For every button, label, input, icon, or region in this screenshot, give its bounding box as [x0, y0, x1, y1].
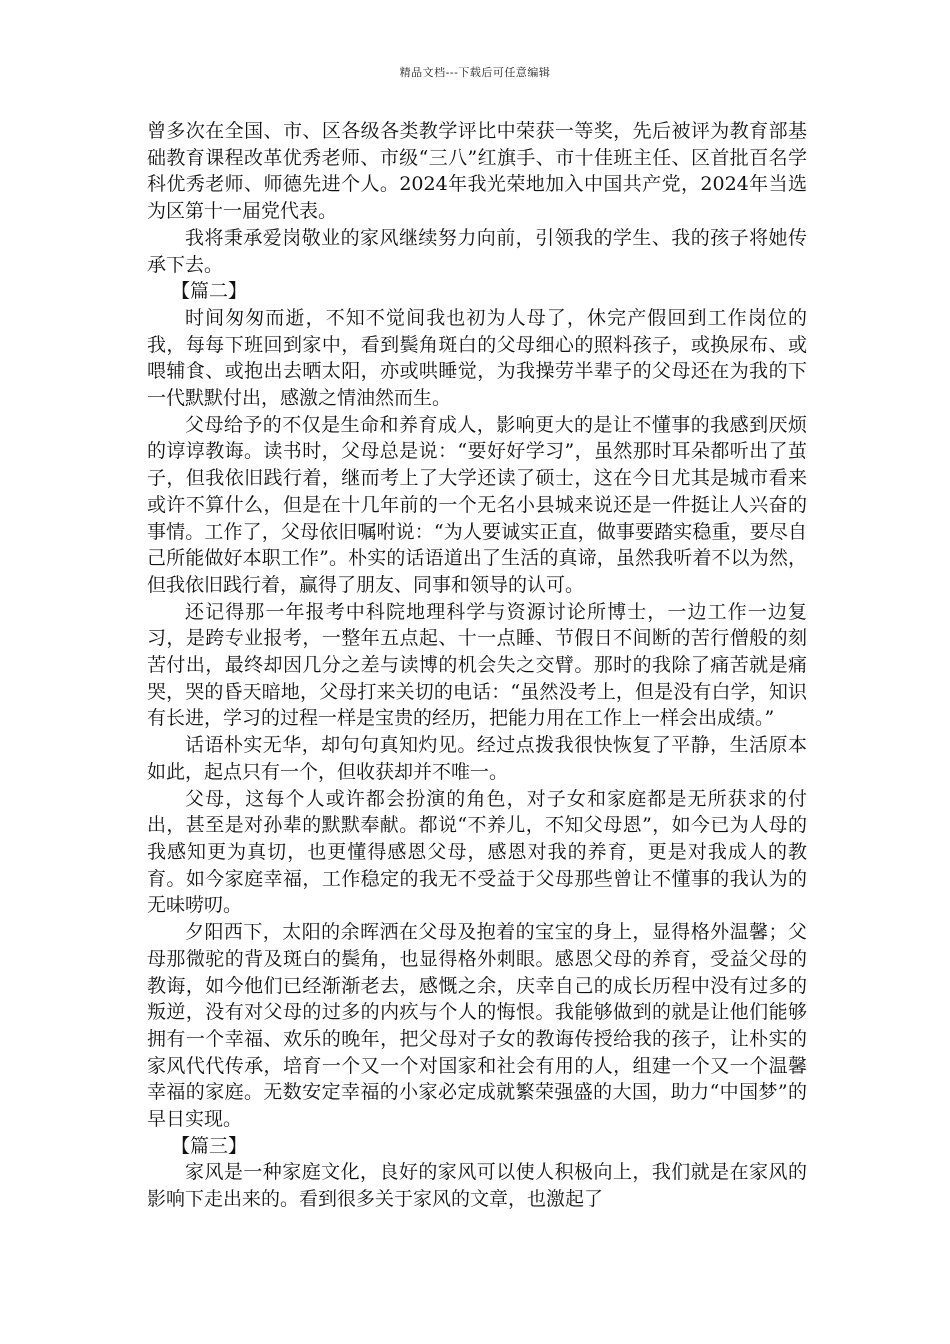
document-body — [147, 118, 807, 1213]
page-header-note: 精品文档---下载后可任意编辑 — [399, 66, 551, 79]
body-paragraph: 曾多次在全国、市、区各级各类教学评比中荣获一等奖，先后被评为教育部基础教育课程改革优秀老师、市级“三八”红旗手、市十佳班主任、区首批百名学科优秀老师、师德先进个人。2024年我光荣地加入中国共产党，2024年当选为区第十一届党代表。 — [147, 120, 807, 223]
section-heading: 【篇二】 — [171, 280, 248, 303]
section-heading: 【篇三】 — [171, 1134, 248, 1157]
body-paragraph: 家风是一种家庭文化，良好的家风可以使人积极向上，我们就是在家风的影响下走出来的。看到很多关于家风的文章，也激起了 — [147, 1161, 807, 1211]
body-paragraph: 我将秉承爱岗敬业的家风继续努力向前，引领我的学生、我的孩子将她传承下去。 — [147, 226, 807, 276]
body-paragraph: 父母给予的不仅是生命和养育成人，影响更大的是让不懂事的我感到厌烦的谆谆教诲。读书时，父母总是说：“要好好学习”，虽然那时耳朵都听出了茧子，但我依旧践行着，继而考上了大学还读了硕士，这在今日尤其是城市看来或许不算什么，但是在十几年前的一个无名小县城来说还是一件挺让人兴奋的事情。工作了，父母依旧嘱咐说：“为人要诚实正直，做事要踏实稳重，要尽自己所能做好本职工作”。朴实的话语道出了生活的真谛，虽然我听着不以为然，但我依旧践行着，赢得了朋友、同事和领导的认可。 — [147, 413, 807, 596]
body-paragraph: 夕阳西下，太阳的余晖洒在父母及抱着的宝宝的身上，显得格外温馨；父母那微驼的背及斑白的鬓角，也显得格外刺眼。感恩父母的养育，受益父母的教诲，如今他们已经渐渐老去，感慨之余，庆幸自己的成长历程中没有过多的叛逆，没有对父母的过多的内疚与个人的悔恨。我能够做到的就是让他们能够拥有一个幸福、欢乐的晚年，把父母对子女的教诲传授给我的孩子，让朴实的家风代代传承，培育一个又一个对国家和社会有用的人，组建一个又一个温馨幸福的家庭。无数安定幸福的小家必定成就繁荣强盛的大国，助力“中国梦”的早日实现。 — [147, 921, 807, 1131]
body-paragraph: 父母，这每个人或许都会扮演的角色，对子女和家庭都是无所获求的付出，甚至是对孙辈的默默奉献。都说“不养儿，不知父母恩”，如今已为人母的我感知更为真切，也更懂得感恩父母，感恩对我的养育，更是对我成人的教育。如今家庭幸福，工作稳定的我无不受益于父母那些曾让不懂事的我认为的无味唠叨。 — [147, 787, 807, 917]
body-paragraph: 时间匆匆而逝，不知不觉间我也初为人母了，休完产假回到工作岗位的我，每每下班回到家中，看到鬓角斑白的父母细心的照料孩子，或换尿布、或喂辅食、或抱出去晒太阳，亦或哄睡觉，为我操劳半辈子的父母还在为我的下一代默默付出，感激之情油然而生。 — [147, 306, 807, 410]
body-paragraph: 还记得那一年报考中科院地理科学与资源讨论所博士，一边工作一边复习，是跨专业报考，一整年五点起、十一点睡、节假日不间断的苦行僧般的刻苦付出，最终却因几分之差与读博的机会失之交臂。那时的我除了痛苦就是痛哭，哭的昏天暗地，父母打来关切的电话：“虽然没考上，但是没有白学，知识有长进，学习的过程一样是宝贵的经历，把能力用在工作上一样会出成绩。” — [147, 600, 807, 730]
body-paragraph: 话语朴实无华，却句句真知灼见。经过点拨我很快恢复了平静，生活原本如此，起点只有一个，但收获却并不唯一。 — [147, 734, 807, 783]
